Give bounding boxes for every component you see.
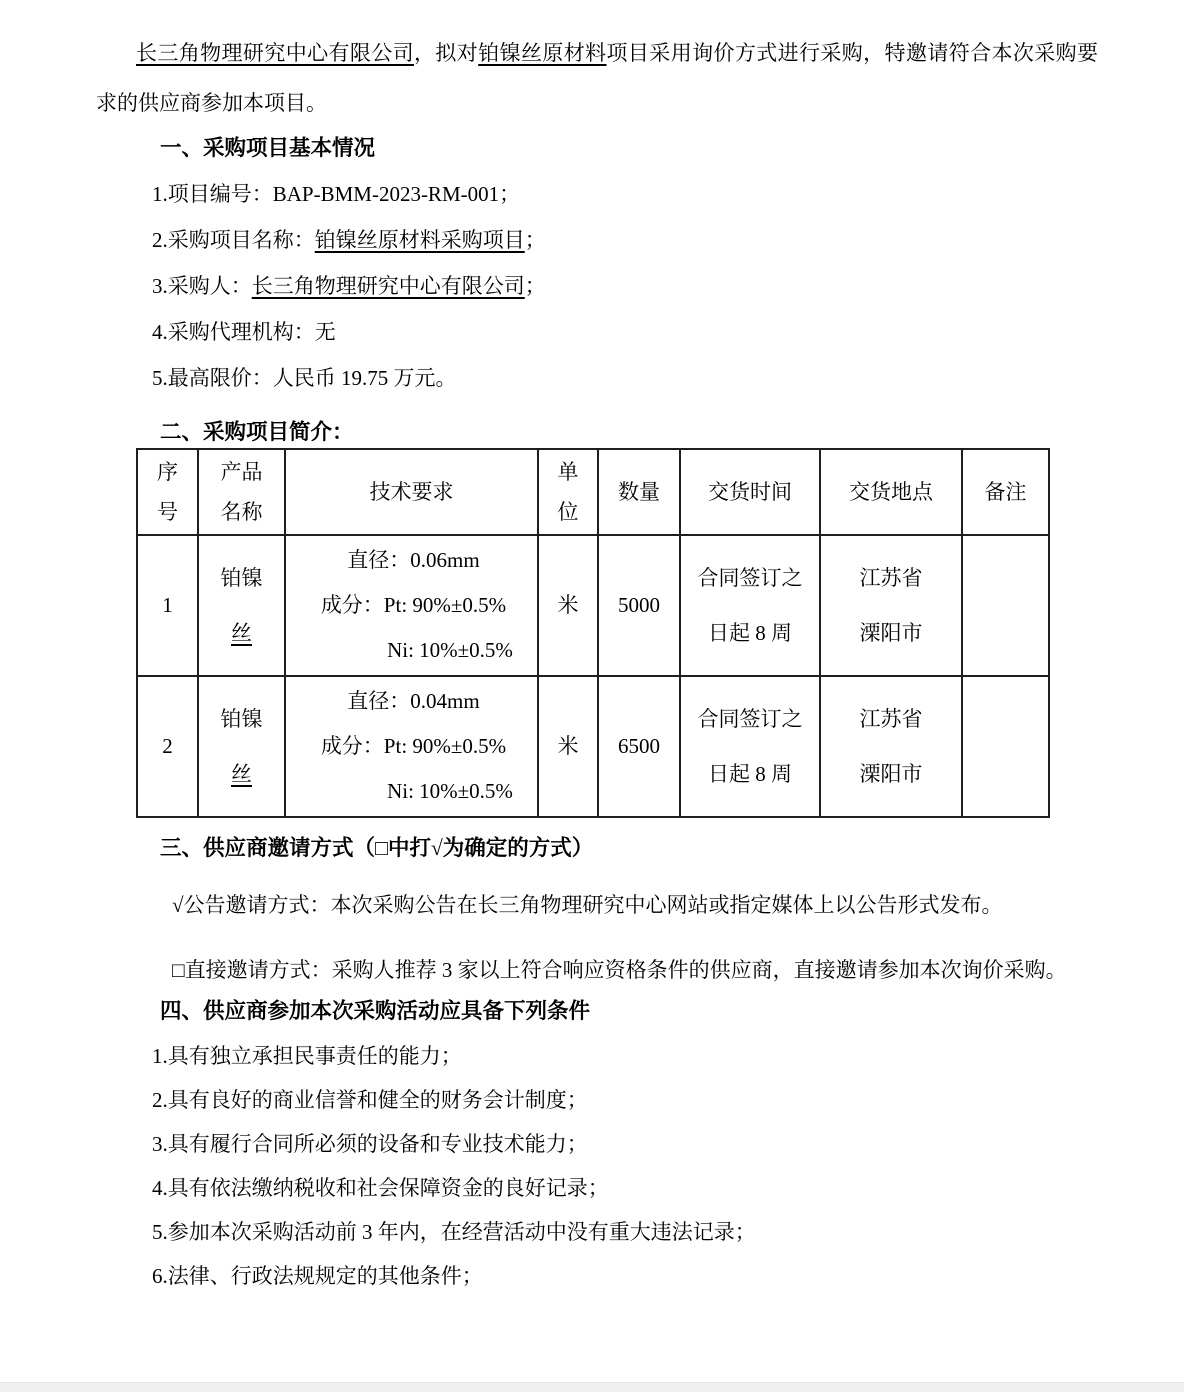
col-header-qty: 数量 xyxy=(598,449,680,535)
supplier-condition-item: 3.具有履行合同所必须的设备和专业技术能力； xyxy=(152,1132,588,1156)
cell-delivery-place: 江苏省 溧阳市 xyxy=(820,676,962,817)
cell-seq: 2 xyxy=(137,676,198,817)
supplier-condition-item: 5.参加本次采购活动前 3 年内，在经营活动中没有重大违法记录； xyxy=(152,1220,756,1244)
project-info-item: 4.采购代理机构：无 xyxy=(152,320,336,344)
section-three-title: 三、供应商邀请方式（□中打√为确定的方式） xyxy=(160,836,594,860)
cell-tech: 直径：0.04mm 成分：Pt: 90%±0.5% Ni: 10%±0.5% xyxy=(285,676,538,817)
table-header-row xyxy=(137,449,1049,535)
col-header-remark: 备注 xyxy=(962,449,1049,535)
cell-qty: 5000 xyxy=(598,535,680,676)
cell-qty: 6500 xyxy=(598,676,680,817)
col-header-delivery-place: 交货地点 xyxy=(820,449,962,535)
purchaser-name-underlined: 长三角物理研究中心有限公司 xyxy=(251,274,525,298)
cell-unit: 米 xyxy=(538,676,598,817)
col-header-seq: 序 号 xyxy=(137,449,198,535)
section-four-title: 四、供应商参加本次采购活动应具备下列条件 xyxy=(160,999,591,1023)
material-name-underlined: 铂镍丝原材料 xyxy=(478,41,607,65)
cell-product: 铂镍 丝 xyxy=(198,535,285,676)
col-header-unit: 单 位 xyxy=(538,449,598,535)
col-header-product: 产品 名称 xyxy=(198,449,285,535)
supplier-condition-item: 1.具有独立承担民事责任的能力； xyxy=(152,1044,462,1068)
products-table xyxy=(136,448,1050,818)
supplier-condition-item: 4.具有依法缴纳税收和社会保障资金的良好记录； xyxy=(152,1176,609,1200)
intro-mid-text: ，拟对 xyxy=(414,41,479,65)
cell-seq: 1 xyxy=(137,535,198,676)
section-two-title: 二、采购项目简介： xyxy=(160,420,354,444)
cell-remark xyxy=(962,676,1049,817)
col-header-delivery-time: 交货时间 xyxy=(680,449,820,535)
intro-paragraph xyxy=(96,28,1098,128)
table-row xyxy=(137,535,1049,676)
intro-rest-text: 项目采用询价方式进行采购，特邀请符合本次采购要求的供应商参加本项目。 xyxy=(96,41,1099,115)
project-info-item: 5.最高限价：人民币 19.75 万元。 xyxy=(152,366,457,390)
project-info-item: 1.项目编号：BAP-BMM-2023-RM-001； xyxy=(152,182,521,206)
company-name-underlined: 长三角物理研究中心有限公司 xyxy=(136,41,415,65)
supplier-condition-item: 6.法律、行政法规规定的其他条件； xyxy=(152,1264,483,1288)
cell-delivery-place: 江苏省 溧阳市 xyxy=(820,535,962,676)
table-row xyxy=(137,676,1049,817)
checkbox-icon: □ xyxy=(172,958,185,982)
cell-unit: 米 xyxy=(538,535,598,676)
project-info-item: 3.采购人：长三角物理研究中心有限公司； xyxy=(152,274,546,298)
cell-product: 铂镍 丝 xyxy=(198,676,285,817)
public-invitation-paragraph: √公告邀请方式：本次采购公告在长三角物理研究中心网站或指定媒体上以公告形式发布。 xyxy=(172,893,1003,917)
checkmark-icon: √ xyxy=(172,893,184,917)
cell-remark xyxy=(962,535,1049,676)
bottom-edge-strip xyxy=(0,1382,1184,1392)
section-one-title: 一、采购项目基本情况 xyxy=(160,136,376,160)
cell-tech: 直径：0.06mm 成分：Pt: 90%±0.5% Ni: 10%±0.5% xyxy=(285,535,538,676)
direct-invitation-paragraph: □直接邀请方式：采购人推荐 3 家以上符合响应资格条件的供应商，直接邀请参加本次询价采购。 xyxy=(172,958,1067,982)
cell-delivery-time: 合同签订之 日起 8 周 xyxy=(680,676,820,817)
project-name-underlined: 铂镍丝原材料采购项目 xyxy=(314,228,525,252)
cell-delivery-time: 合同签订之 日起 8 周 xyxy=(680,535,820,676)
col-header-tech: 技术要求 xyxy=(285,449,538,535)
project-info-item: 2.采购项目名称：铂镍丝原材料采购项目； xyxy=(152,228,546,252)
supplier-condition-item: 2.具有良好的商业信誉和健全的财务会计制度； xyxy=(152,1088,588,1112)
